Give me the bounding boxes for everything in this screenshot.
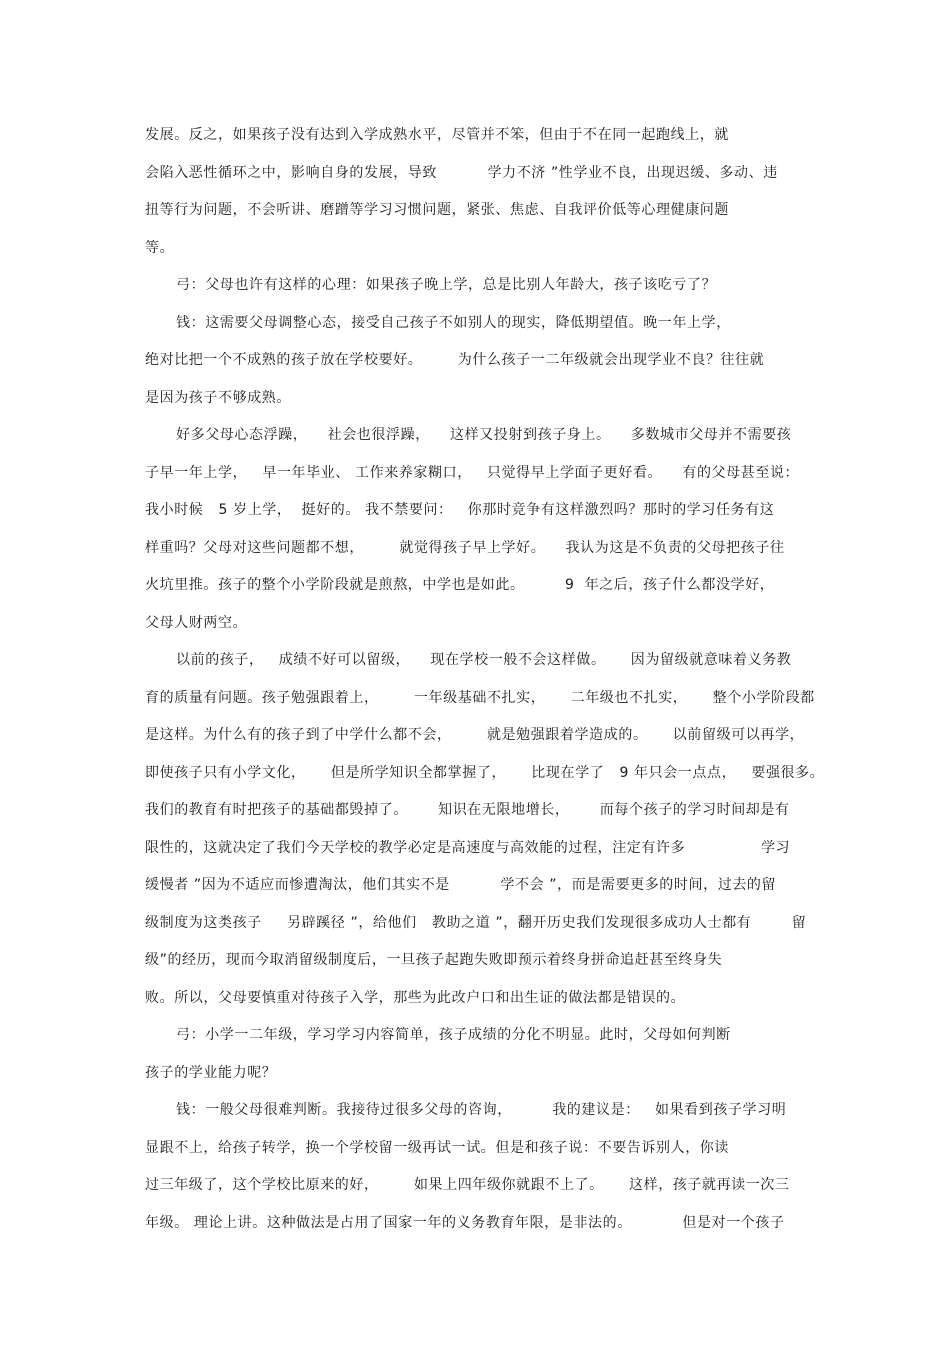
text-line: 样重吗？父母对这些问题都不想， 就觉得孩子早上学好。 我认为这是不负责的父母把孩子往 (145, 540, 785, 556)
text-line: 父母人财两空。 (145, 615, 248, 631)
text-line: 限性的，这就决定了我们今天学校的教学必定是高速度与高效能的过程，注定有许多 学习 (145, 840, 791, 856)
text-line: 级”的经历，现而今取消留级制度后，一旦孩子起跑失败即预示着终身拼命追赶甚至终身失 (145, 952, 723, 968)
text-line: 弓：父母也许有这样的心理：如果孩子晚上学，总是比别人年龄大，孩子该吃亏了？ (176, 277, 717, 293)
text-line: 弓：小学一二年级，学习学习内容简单，孩子成绩的分化不明显。此时，父母如何判断 (176, 1027, 731, 1043)
text-line: 绝对比把一个不成熟的孩子放在学校要好。 为什么孩子一二年级就会出现学业不良？往往就 (145, 352, 765, 368)
text-line: 以前的孩子， 成绩不好可以留级， 现在学校一般不会这样做。 因为留级就意味着义务教 (176, 652, 792, 668)
text-line: 败。所以，父母要慎重对待孩子入学，那些为此改户口和出生证的做法都是错误的。 (145, 990, 686, 1006)
text-line: 发展。反之，如果孩子没有达到入学成熟水平，尽管并不笨，但由于不在同一起跑线上，就 (145, 127, 729, 143)
text-line: 我小时候 5 岁上学， 挺好的。 我不禁要问： 你那时竞争有这样激烈吗？那时的学习任务有这 (145, 502, 775, 518)
text-line: 是这样。为什么有的孩子到了中学什么都不会， 就是勉强跟着学造成的。 以前留级可以再学， (145, 727, 805, 743)
text-line: 即使孩子只有小学文化， 但是所学知识全都掌握了， 比现在学了 9 年只会一点点， 要强很多。 (145, 765, 825, 781)
text-line: 等。 (145, 240, 175, 256)
text-line: 过三年级了，这个学校比原来的好， 如果上四年级你就跟不上了。 这样，孩子就再读一次三 (145, 1177, 790, 1193)
text-line: 好多父母心态浮躁， 社会也很浮躁， 这样又投射到孩子身上。 多数城市父母并不需要孩 (176, 427, 792, 443)
text-line: 会陷入恶性循环之中，影响自身的发展，导致 学力不济 ”性学业不良，出现迟缓、多动、违 (145, 165, 778, 181)
text-line: 孩子的学业能力呢？ (145, 1065, 277, 1081)
text-line: 是因为孩子不够成熟。 (145, 390, 291, 406)
text-line: 显跟不上，给孩子转学，换一个学校留一级再试一试。但是和孩子说：不要告诉别人，你读 (145, 1140, 729, 1156)
text-line: 扭等行为问题，不会听讲、磨蹭等学习习惯问题，紧张、焦虑、自我评价低等心理健康问题 (145, 202, 729, 218)
text-line: 级制度为这类孩子 另辟蹊径 ”，给他们 教助之道 ”，翻开历史我们发现很多成功人士都有 留 (145, 915, 807, 931)
text-line: 年级。 理论上讲。这种做法是占用了国家一年的义务教育年限，是非法的。 但是对一个孩子 (145, 1215, 785, 1231)
text-line: 育的质量有问题。孩子勉强跟着上， 一年级基础不扎实， 二年级也不扎实， 整个小学阶段都 (145, 690, 815, 706)
text-line: 缓慢者 ”因为不适应而惨遭淘汰，他们其实不是 学不会 ”，而是需要更多的时间，过去的留 (145, 877, 777, 893)
text-line: 钱：一般父母很难判断。我接待过很多父母的咨询， 我的建议是： 如果看到孩子学习明 (176, 1102, 787, 1118)
text-line: 子早一年上学， 早一年毕业、 工作来养家糊口， 只觉得早上学面子更好看。 有的父母甚至说： (145, 465, 800, 481)
text-line: 钱：这需要父母调整心态，接受自己孩子不如别人的现实，降低期望值。晚一年上学， (176, 315, 731, 331)
text-line: 火坑里推。孩子的整个小学阶段就是煎熬，中学也是如此。 9 年之后，孩子什么都没学好， (145, 577, 775, 593)
text-line: 我们的教育有时把孩子的基础都毁掉了。 知识在无限地增长， 而每个孩子的学习时间却是有 (145, 802, 790, 818)
